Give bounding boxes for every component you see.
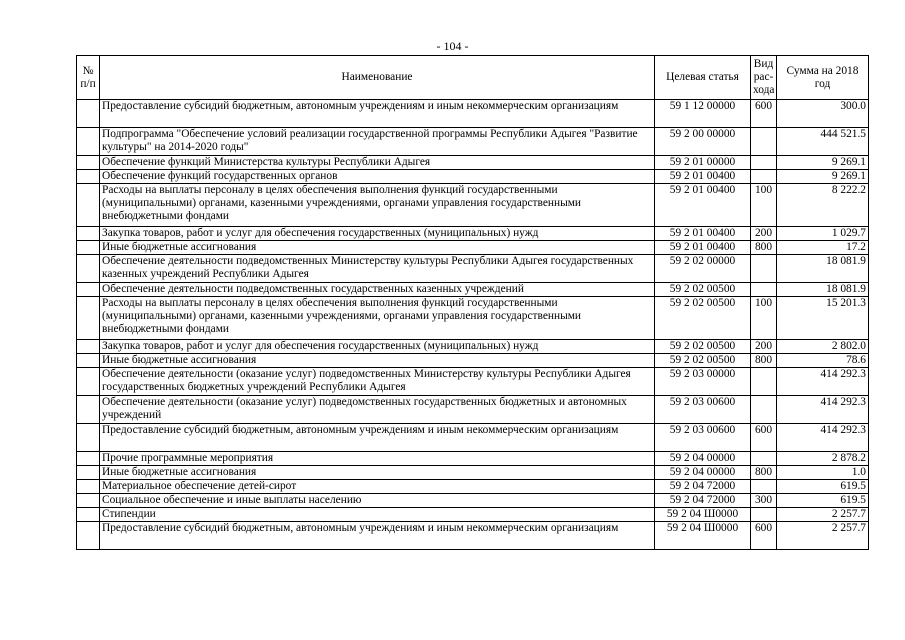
row-name: Обеспечение деятельности (оказание услуг) подведомственных государственных бюджетных и автономных учреждений (100, 396, 655, 424)
row-type (751, 480, 777, 494)
table-row (77, 100, 869, 128)
row-type: 600 (751, 522, 777, 550)
row-name: Подпрограмма "Обеспечение условий реализации государственной программы Республики Адыгея "Развитие культуры" на 2014-2020 годы" (100, 128, 655, 156)
row-code: 59 2 01 00400 (655, 241, 751, 255)
table-row (77, 340, 869, 354)
row-code: 59 2 03 00000 (655, 368, 751, 396)
row-name: Обеспечение деятельности подведомственных Министерству культуры Республики Адыгея государственных казенных учреждений Республики Адыгея (100, 255, 655, 283)
row-sum: 9 269.1 (777, 170, 869, 184)
row-type: 300 (751, 494, 777, 508)
row-name: Обеспечение деятельности (оказание услуг) подведомственных Министерству культуры Республики Адыгея государственных бюджетных учреждений Республики Адыгея (100, 368, 655, 396)
row-code: 59 2 04 00000 (655, 466, 751, 480)
row-sum: 300.0 (777, 100, 869, 128)
header-num: № п/п (77, 56, 100, 100)
table-row (77, 508, 869, 522)
row-code: 59 2 03 00600 (655, 424, 751, 452)
row-sum: 619.5 (777, 480, 869, 494)
row-name: Расходы на выплаты персоналу в целях обеспечения выполнения функций государственными (муниципальными) органами, казенными учреждениями, органами управления государственными внебюджетными фондами (100, 297, 655, 340)
table-row (77, 368, 869, 396)
row-num (77, 494, 100, 508)
page-number: - 104 - (436, 39, 469, 53)
row-num (77, 255, 100, 283)
table-row (77, 170, 869, 184)
row-code: 59 2 01 00400 (655, 227, 751, 241)
row-name: Иные бюджетные ассигнования (100, 241, 655, 255)
table-row (77, 283, 869, 297)
row-sum: 2 802.0 (777, 340, 869, 354)
table-row (77, 424, 869, 452)
row-type: 100 (751, 184, 777, 227)
row-code: 59 2 04 72000 (655, 480, 751, 494)
row-num (77, 170, 100, 184)
row-type (751, 156, 777, 170)
table-row (77, 297, 869, 340)
row-type (751, 396, 777, 424)
row-sum: 78.6 (777, 354, 869, 368)
row-type: 800 (751, 466, 777, 480)
table-row (77, 156, 869, 170)
row-num (77, 396, 100, 424)
row-num (77, 480, 100, 494)
row-num (77, 466, 100, 480)
row-type (751, 283, 777, 297)
row-num (77, 297, 100, 340)
row-code: 59 1 12 00000 (655, 100, 751, 128)
row-sum: 18 081.9 (777, 283, 869, 297)
row-code: 59 2 01 00400 (655, 184, 751, 227)
row-sum: 444 521.5 (777, 128, 869, 156)
row-name: Иные бюджетные ассигнования (100, 466, 655, 480)
row-type (751, 508, 777, 522)
row-sum: 1.0 (777, 466, 869, 480)
row-type: 200 (751, 227, 777, 241)
row-name: Обеспечение функций государственных органов (100, 170, 655, 184)
row-num (77, 368, 100, 396)
row-name: Иные бюджетные ассигнования (100, 354, 655, 368)
row-num (77, 156, 100, 170)
header-sum: Сумма на 2018 год (777, 56, 869, 100)
row-sum: 8 222.2 (777, 184, 869, 227)
row-type: 600 (751, 424, 777, 452)
row-type: 100 (751, 297, 777, 340)
row-code: 59 2 02 00000 (655, 255, 751, 283)
table-header-row (77, 56, 869, 100)
row-sum: 414 292.3 (777, 368, 869, 396)
row-sum: 18 081.9 (777, 255, 869, 283)
row-code: 59 2 00 00000 (655, 128, 751, 156)
row-code: 59 2 04 Ш0000 (655, 522, 751, 550)
row-type: 600 (751, 100, 777, 128)
row-code: 59 2 02 00500 (655, 340, 751, 354)
row-sum: 17.2 (777, 241, 869, 255)
row-sum: 1 029.7 (777, 227, 869, 241)
row-sum: 2 878.2 (777, 452, 869, 466)
row-code: 59 2 04 72000 (655, 494, 751, 508)
row-type (751, 368, 777, 396)
table-row (77, 396, 869, 424)
row-num (77, 128, 100, 156)
table-row (77, 466, 869, 480)
table-row (77, 128, 869, 156)
table-row (77, 184, 869, 227)
row-sum: 619.5 (777, 494, 869, 508)
row-type (751, 255, 777, 283)
row-name: Социальное обеспечение и иные выплаты населению (100, 494, 655, 508)
row-sum: 414 292.3 (777, 424, 869, 452)
row-sum: 2 257.7 (777, 522, 869, 550)
row-code: 59 2 04 00000 (655, 452, 751, 466)
table-row (77, 227, 869, 241)
table-row (77, 354, 869, 368)
table-row (77, 452, 869, 466)
table-row (77, 522, 869, 550)
row-name: Прочие программные мероприятия (100, 452, 655, 466)
row-sum: 15 201.3 (777, 297, 869, 340)
row-code: 59 2 03 00600 (655, 396, 751, 424)
row-num (77, 184, 100, 227)
row-sum: 2 257.7 (777, 508, 869, 522)
row-num (77, 227, 100, 241)
header-name: Наименование (100, 56, 655, 100)
row-num (77, 522, 100, 550)
row-code: 59 2 01 00400 (655, 170, 751, 184)
row-name: Предоставление субсидий бюджетным, автономным учреждениям и иным некоммерческим организациям (100, 424, 655, 452)
row-name: Предоставление субсидий бюджетным, автономным учреждениям и иным некоммерческим организациям (100, 100, 655, 128)
row-num (77, 452, 100, 466)
row-sum: 414 292.3 (777, 396, 869, 424)
row-name: Закупка товаров, работ и услуг для обеспечения государственных (муниципальных) нужд (100, 340, 655, 354)
row-type (751, 128, 777, 156)
row-code: 59 2 02 00500 (655, 283, 751, 297)
row-num (77, 508, 100, 522)
row-name: Закупка товаров, работ и услуг для обеспечения государственных (муниципальных) нужд (100, 227, 655, 241)
budget-table (76, 55, 869, 550)
row-num (77, 283, 100, 297)
row-num (77, 241, 100, 255)
table-row (77, 480, 869, 494)
header-type: Вид рас-хода (751, 56, 777, 100)
row-name: Обеспечение функций Министерства культуры Республики Адыгея (100, 156, 655, 170)
row-name: Обеспечение деятельности подведомственных государственных казенных учреждений (100, 283, 655, 297)
row-num (77, 424, 100, 452)
row-type: 800 (751, 354, 777, 368)
table-row (77, 241, 869, 255)
row-name: Материальное обеспечение детей-сирот (100, 480, 655, 494)
header-code: Целевая статья (655, 56, 751, 100)
row-name: Предоставление субсидий бюджетным, автономным учреждениям и иным некоммерческим организациям (100, 522, 655, 550)
table-row (77, 255, 869, 283)
row-type: 200 (751, 340, 777, 354)
row-num (77, 100, 100, 128)
row-code: 59 2 04 Ш0000 (655, 508, 751, 522)
row-code: 59 2 02 00500 (655, 354, 751, 368)
row-name: Расходы на выплаты персоналу в целях обеспечения выполнения функций государственными (муниципальными) органами, казенными учреждениями, органами управления государственными внебюджетными фондами (100, 184, 655, 227)
row-code: 59 2 02 00500 (655, 297, 751, 340)
row-sum: 9 269.1 (777, 156, 869, 170)
row-type (751, 170, 777, 184)
row-num (77, 340, 100, 354)
table-row (77, 494, 869, 508)
row-type: 800 (751, 241, 777, 255)
row-type (751, 452, 777, 466)
row-name: Стипендии (100, 508, 655, 522)
row-num (77, 354, 100, 368)
row-code: 59 2 01 00000 (655, 156, 751, 170)
